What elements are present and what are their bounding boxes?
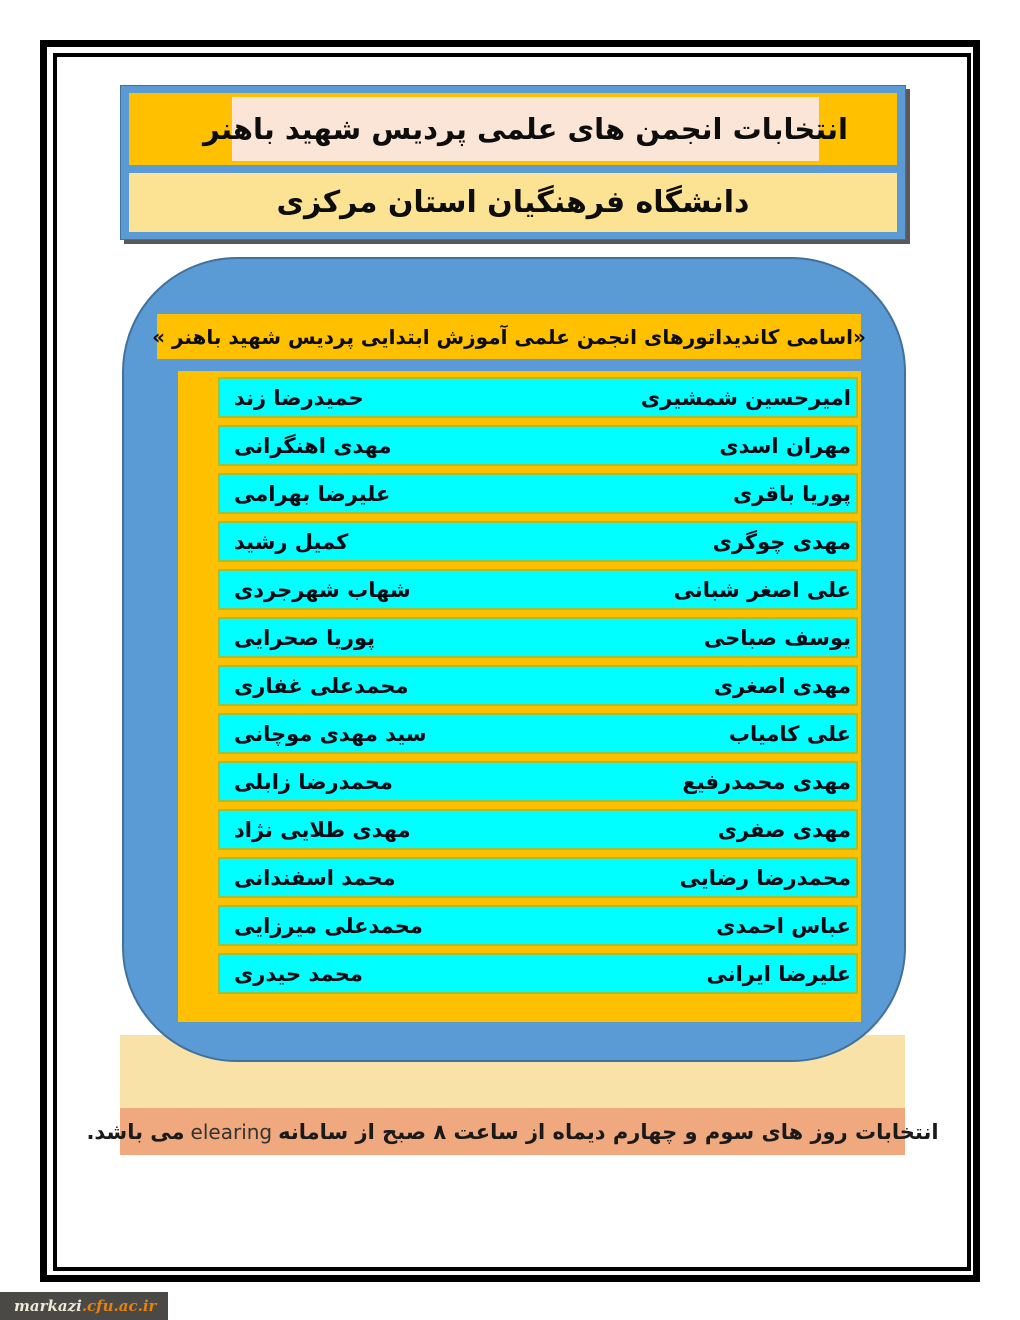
candidate-name-right: محمدرضا رضایی	[679, 865, 851, 890]
candidate-name-left: محمد اسفندانی	[234, 865, 396, 890]
candidate-name-left: حمیدرضا زند	[234, 385, 364, 410]
candidate-name-left: محمد حیدری	[234, 961, 363, 986]
candidate-name-left: سید مهدی موچانی	[234, 721, 427, 746]
candidate-row	[218, 473, 858, 514]
page-title: انتخابات انجمن های علمی پردیس شهید باهنر	[203, 112, 848, 146]
candidate-name-left: شهاب شهرجردی	[234, 577, 411, 602]
candidate-name-left: محمدعلی غفاری	[234, 673, 409, 698]
watermark-site-domain: .cfu.ac.ir	[81, 1297, 157, 1315]
candidate-row	[218, 521, 858, 562]
watermark-badge	[0, 1292, 168, 1320]
page-subtitle: دانشگاه فرهنگیان استان مرکزی	[276, 185, 750, 220]
header-block	[120, 85, 906, 240]
candidates-table	[178, 371, 861, 1022]
candidate-name-right: عباس احمدی	[716, 913, 851, 938]
candidate-name-left: مهدی طلایی نژاد	[234, 817, 411, 842]
candidate-name-left: محمدرضا زابلی	[234, 769, 393, 794]
candidate-row	[218, 617, 858, 658]
candidate-name-right: مهدی چوگری	[712, 529, 851, 554]
candidate-name-right: علی کامیاب	[728, 721, 851, 746]
candidate-name-right: علی اصغر شبانی	[673, 577, 851, 602]
notice-system-name: elearing	[190, 1119, 273, 1144]
candidates-panel	[122, 257, 906, 1062]
candidate-name-left: مهدی اهنگرانی	[234, 433, 392, 458]
candidate-name-right: مهدی صفری	[717, 817, 851, 842]
candidate-name-right: مهران اسدی	[719, 433, 851, 458]
candidate-row	[218, 665, 858, 706]
header-bar-secondary	[129, 173, 897, 232]
candidate-name-left: علیرضا بهرامی	[234, 481, 391, 506]
candidate-row	[218, 857, 858, 898]
candidate-row	[218, 713, 858, 754]
candidate-name-right: مهدی محمدرفیع	[682, 769, 851, 794]
candidate-name-left: محمدعلی میرزایی	[234, 913, 423, 938]
watermark-site-name: markazi	[14, 1297, 82, 1315]
candidate-row	[218, 761, 858, 802]
notice-text-end: می باشد.	[86, 1119, 185, 1144]
candidate-row	[218, 377, 858, 418]
candidate-name-left: کمیل رشید	[234, 529, 349, 554]
candidate-row	[218, 425, 858, 466]
candidate-row	[218, 953, 858, 994]
candidate-row	[218, 569, 858, 610]
candidate-name-right: مهدی اصغری	[713, 673, 851, 698]
candidate-name-left: پوریا صحرایی	[234, 625, 376, 650]
candidates-panel-title: «اسامی کاندیداتورهای انجمن علمی آموزش ابتدایی پردیس شهید باهنر »	[152, 324, 866, 349]
candidate-row	[218, 905, 858, 946]
header-title-box	[203, 97, 848, 161]
notice-text-start: انتخابات روز های سوم و چهارم دیماه از ساعت ۸ صبح از سامانه	[278, 1119, 939, 1144]
candidate-name-right: علیرضا ایرانی	[706, 961, 851, 986]
candidate-name-right: یوسف صباحی	[703, 625, 851, 650]
notice-band	[86, 1108, 939, 1155]
candidate-name-right: امیرحسین شمشیری	[640, 385, 851, 410]
candidate-name-right: پوریا باقری	[732, 481, 851, 506]
candidates-panel-title-bar	[152, 314, 866, 359]
candidate-row	[218, 809, 858, 850]
header-bar-primary	[129, 93, 897, 165]
